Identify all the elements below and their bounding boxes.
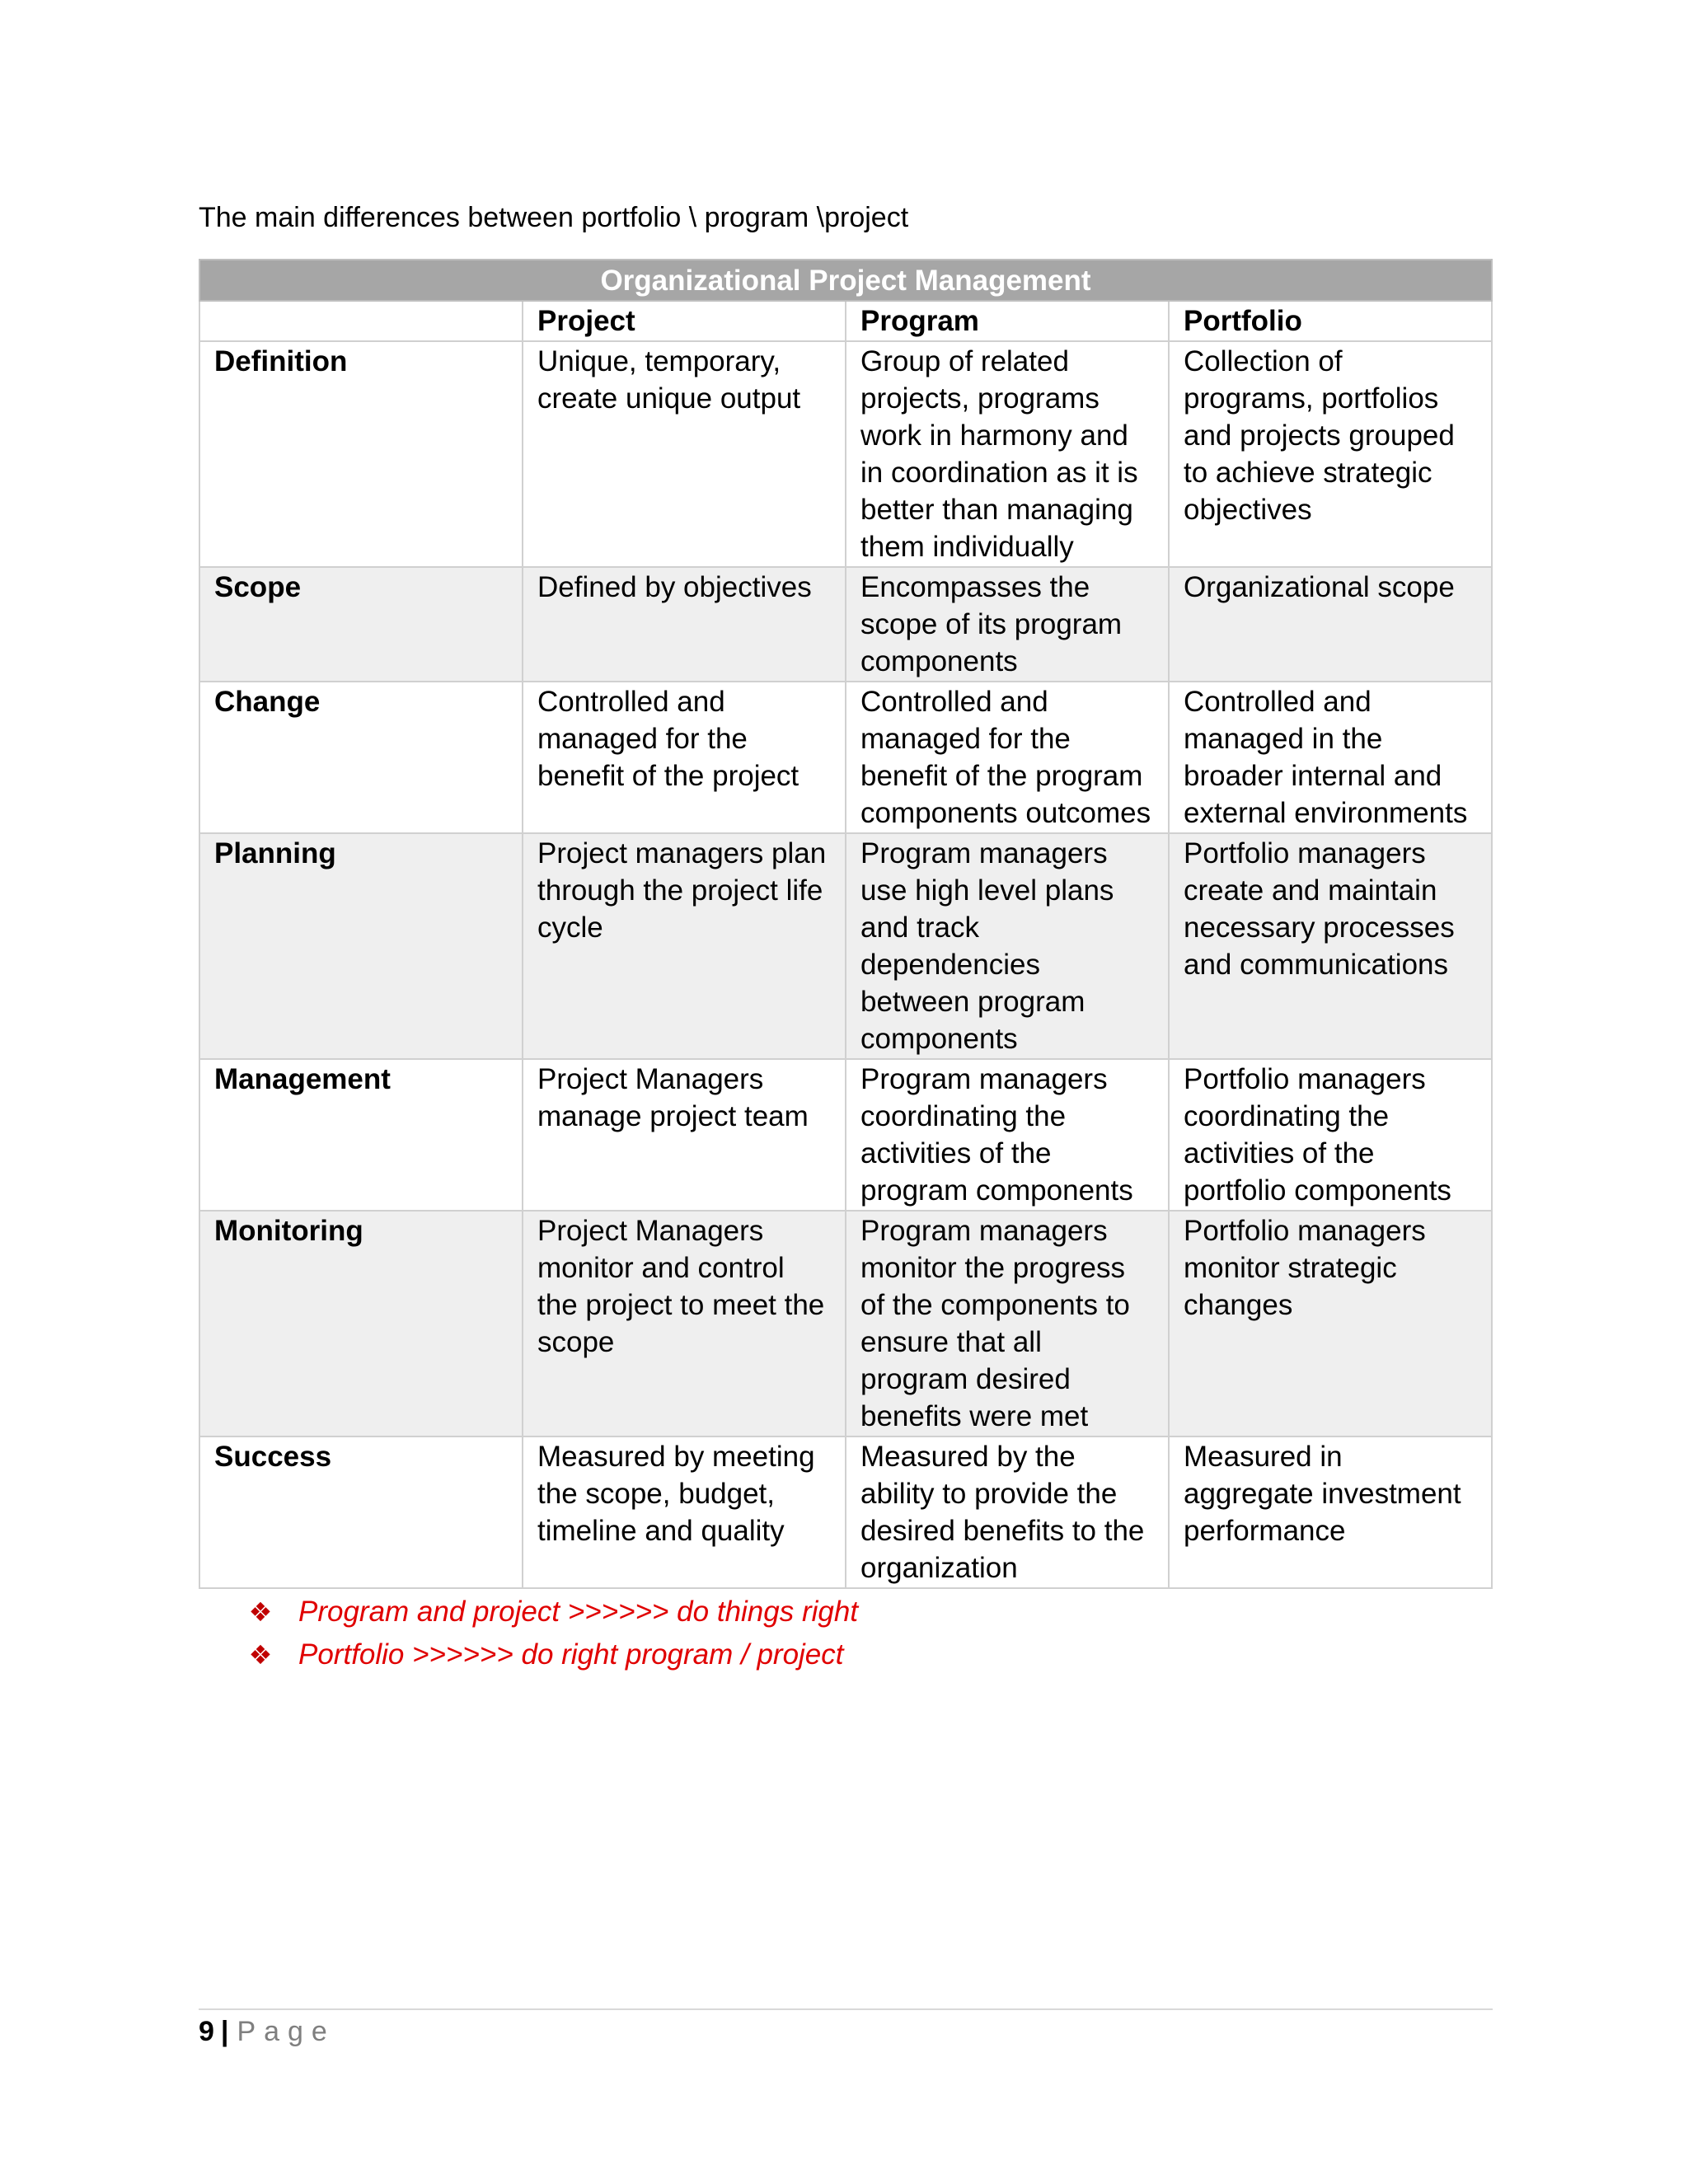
cell-project: Project Managers monitor and control the project to meet the scope <box>523 1211 846 1436</box>
table-row-scope <box>199 567 1492 682</box>
header-cell-empty <box>199 301 523 341</box>
cell-project: Unique, temporary, create unique output <box>523 341 846 567</box>
note-text: Portfolio >>>>>> do right program / project <box>298 1638 844 1671</box>
cell-project: Defined by objectives <box>523 567 846 682</box>
table-row-planning <box>199 833 1492 1059</box>
diamond-bullet-icon: ❖ <box>248 1597 273 1627</box>
cell-portfolio: Organizational scope <box>1169 567 1492 682</box>
note-text: Program and project >>>>>> do things right <box>298 1596 859 1628</box>
cell-program: Program managers monitor the progress of the components to ensure that all program desired benefits were met <box>846 1211 1169 1436</box>
list-item <box>247 1591 858 1633</box>
cell-program: Group of related projects, programs work in harmony and in coordination as it is better than managing them individually <box>846 341 1169 567</box>
table-row-definition <box>199 341 1492 567</box>
header-cell-program: Program <box>846 301 1169 341</box>
page-label: Page <box>237 2016 335 2047</box>
table-row-monitoring <box>199 1211 1492 1436</box>
page-footer <box>199 2011 335 2052</box>
cell-portfolio: Portfolio managers coordinating the activities of the portfolio components <box>1169 1059 1492 1211</box>
cell-program: Encompasses the scope of its program components <box>846 567 1169 682</box>
table-row-management <box>199 1059 1492 1211</box>
row-label: Management <box>199 1059 523 1211</box>
cell-program: Controlled and managed for the benefit of the program components outcomes <box>846 682 1169 833</box>
cell-portfolio: Portfolio managers monitor strategic changes <box>1169 1211 1492 1436</box>
header-cell-portfolio: Portfolio <box>1169 301 1492 341</box>
row-label: Change <box>199 682 523 833</box>
cell-program: Program managers use high level plans and track dependencies between program components <box>846 833 1169 1059</box>
page-separator: | <box>220 2016 229 2047</box>
table-row-success <box>199 1436 1492 1588</box>
intro-text: The main differences between portfolio \ program \project <box>199 202 909 233</box>
cell-project: Project Managers manage project team <box>523 1059 846 1211</box>
row-label: Definition <box>199 341 523 567</box>
cell-program: Program managers coordinating the activities of the program components <box>846 1059 1169 1211</box>
row-label: Monitoring <box>199 1211 523 1436</box>
table-row-change <box>199 682 1492 833</box>
cell-project: Measured by meeting the scope, budget, timeline and quality <box>523 1436 846 1588</box>
notes-list <box>247 1591 858 1676</box>
page-number: 9 <box>199 2016 214 2047</box>
diamond-bullet-icon: ❖ <box>248 1640 273 1670</box>
table-banner: Organizational Project Management <box>199 260 1492 301</box>
cell-portfolio: Measured in aggregate investment performance <box>1169 1436 1492 1588</box>
cell-portfolio: Portfolio managers create and maintain necessary processes and communications <box>1169 833 1492 1059</box>
cell-project: Controlled and managed for the benefit of the project <box>523 682 846 833</box>
row-label: Success <box>199 1436 523 1588</box>
header-cell-project: Project <box>523 301 846 341</box>
comparison-table-container <box>199 259 1491 1589</box>
cell-portfolio: Controlled and managed in the broader internal and external environments <box>1169 682 1492 833</box>
row-label: Scope <box>199 567 523 682</box>
list-item <box>247 1633 858 1676</box>
cell-project: Project managers plan through the project life cycle <box>523 833 846 1059</box>
table-header-row <box>199 301 1492 341</box>
cell-portfolio: Collection of programs, portfolios and projects grouped to achieve strategic objectives <box>1169 341 1492 567</box>
comparison-table <box>199 259 1493 1589</box>
cell-program: Measured by the ability to provide the desired benefits to the organization <box>846 1436 1169 1588</box>
footer-divider <box>199 2008 1493 2010</box>
row-label: Planning <box>199 833 523 1059</box>
